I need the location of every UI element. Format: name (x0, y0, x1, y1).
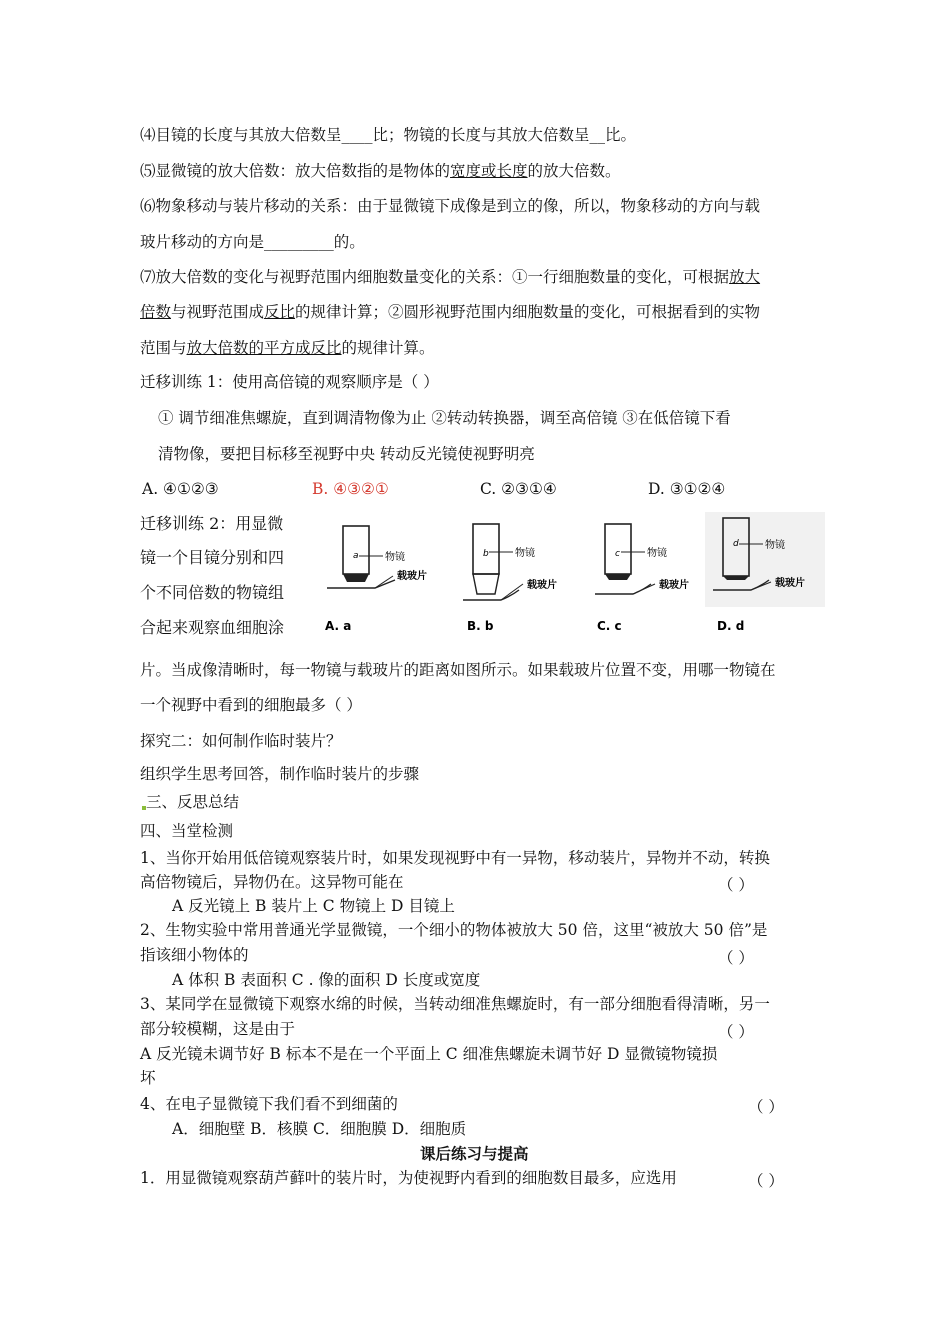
item-4 (140, 124, 636, 146)
objective-b (463, 524, 557, 633)
objective-label: 物镜 (765, 540, 785, 551)
caption-d: D. d (717, 619, 745, 633)
objective-a (325, 526, 427, 633)
q3-options-line1: A 反光镜未调节好 B 标本不是在一个平面上 C 细准焦螺旋未调节好 D 显微镜物镜损 (140, 1045, 718, 1063)
choice-d: D. ③①②④ (648, 480, 726, 498)
underlined-term: 反比 (264, 303, 296, 321)
underlined-term: 放大 (729, 268, 761, 286)
item-7-line3 (140, 337, 435, 359)
item-number: ⑸ (140, 162, 156, 180)
section-class-test: 四、当堂检测 (140, 822, 234, 840)
after-class-q1: 1．用显微镜观察葫芦藓叶的装片时，为使视野内看到的细胞数目最多，应选用 (140, 1169, 677, 1187)
text: 范围与 (140, 339, 187, 357)
lens-tip (473, 574, 499, 594)
item-5-text: 显微镜的放大倍数：放大倍数指的是物体的 (155, 162, 451, 180)
item-7-line1: 放大倍数的变化与视野范围内细胞数量变化的关系：①一行细胞数量的变化，可根据 (155, 268, 730, 286)
exercise2-text-line: 镜一个目镜分别和四 (140, 548, 285, 567)
item-5-text-end: 的放大倍数。 (527, 162, 621, 180)
objective-label: 物镜 (647, 548, 667, 559)
item-5 (140, 160, 621, 182)
exercise2-text-line: 合起来观察血细胞涂 (140, 618, 285, 637)
after-class-title: 课后练习与提高 (420, 1144, 529, 1163)
q3-options-line2: 坏 (140, 1069, 156, 1087)
exercise2-continuation: 片。当成像清晰时，每一物镜与载玻片的距离如图所示。如果载玻片位置不变，用哪一物镜在 (140, 661, 776, 679)
answer-paren: （ ） (718, 1023, 754, 1041)
q2-options: A 体积 B 表面积 C . 像的面积 D 长度或宽度 (172, 971, 481, 989)
q1-options: A 反光镜上 B 装片上 C 物镜上 D 目镜上 (172, 897, 455, 915)
lens-letter: a (353, 551, 359, 561)
item-6-line2: 玻片移动的方向是_________的。 (140, 233, 365, 251)
answer-paren: （ ） (748, 1172, 784, 1190)
exercise2-text-line: 迁移训练 2：用显微 (140, 514, 284, 533)
q3-line1: 3、某同学在显微镜下观察水绵的时候，当转动细准焦螺旋时，有一部分细胞看得清晰，另一 (140, 995, 770, 1013)
exercise1-options-line2: 清物像，要把目标移至视野中央 转动反光镜使视野明亮 (158, 445, 535, 463)
text: 的规律计算。 (341, 339, 435, 357)
slide-line (463, 590, 519, 600)
q1-line2: 高倍物镜后，异物仍在。这异物可能在 (140, 873, 404, 891)
slide-line (595, 584, 651, 594)
q1-line1: 1、当你开始用低倍镜观察装片时，如果发现视野中有一异物，移动装片，异物并不动，转换 (140, 849, 770, 867)
caption-c: C. c (597, 619, 622, 633)
underlined-term: 放大倍数的平方成反比 (186, 339, 342, 357)
item-number: ⑺ (140, 268, 156, 286)
item-4-text: 目镜的长度与其放大倍数呈____比；物镜的长度与其放大倍数呈__比。 (155, 126, 637, 144)
exercise1-options-line1: ① 调节细准焦螺旋，直到调清物像为止 ②转动转换器，调至高倍镜 ③在低倍镜下看 (158, 409, 731, 427)
item-number: ⑹ (140, 197, 156, 215)
slide-label: 载玻片 (397, 571, 427, 582)
q2-line2: 指该细小物体的 (140, 946, 249, 964)
underlined-term: 宽度或长度 (450, 162, 528, 180)
leader-line (633, 584, 655, 594)
section-reflection: 三、反思总结 (146, 793, 240, 811)
choice-b: B. ④③②① (312, 480, 389, 498)
item-6-line1: 物象移动与装片移动的关系：由于显微镜下成像是到立的像，所以，物象移动的方向与载 (155, 197, 761, 215)
exercise1-question: 迁移训练 1：使用高倍镜的观察顺序是（ ） (140, 373, 439, 391)
answer-paren: （ ） (718, 876, 754, 894)
lens-letter: d (733, 539, 739, 549)
leader-line (501, 584, 523, 600)
slide-label: 载玻片 (659, 580, 689, 591)
lens-letter: c (615, 549, 620, 559)
objective-c (595, 524, 689, 633)
objective-label: 物镜 (515, 548, 535, 559)
q4-line1: 4、在电子显微镜下我们看不到细菌的 (140, 1095, 398, 1113)
lens-body (343, 526, 369, 574)
lens-tip (723, 576, 749, 580)
explore2-title: 探究二：如何制作临时装片？ (140, 732, 342, 750)
lens-tip (605, 574, 631, 580)
objective-lens-diagram (315, 512, 825, 647)
q4-options: A．细胞壁 B．核膜 C．细胞膜 D．细胞质 (172, 1120, 467, 1138)
q3-line2: 部分较模糊，这是由于 (140, 1020, 296, 1038)
item-7-line2 (140, 301, 760, 323)
lens-letter: b (483, 549, 489, 559)
exercise2-text-line: 个不同倍数的物镜组 (140, 583, 285, 602)
caption-b: B. b (467, 619, 494, 633)
item-number: ⑷ (140, 126, 156, 144)
answer-paren: （ ） (718, 949, 754, 967)
choice-c: C. ②③①④ (480, 480, 557, 498)
exercise2-question-end: 一个视野中看到的细胞最多（ ） (140, 696, 362, 714)
text: 与视野范围成 (171, 303, 265, 321)
underlined-term: 倍数 (140, 303, 172, 321)
text: 的规律计算；②圆形视野范围内细胞数量的变化，可根据看到的实物 (295, 303, 761, 321)
explore2-text: 组织学生思考回答，制作临时装片的步骤 (140, 765, 420, 783)
answer-paren: （ ） (748, 1098, 784, 1116)
lens-tip (343, 574, 369, 582)
choice-a: A. ④①②③ (142, 480, 219, 498)
objective-lens-figure (315, 512, 825, 647)
q2-line1: 2、生物实验中常用普通光学显微镜，一个细小的物体被放大 50 倍，这里“被放大 50 倍”是 (140, 921, 768, 939)
objective-label: 物镜 (385, 552, 405, 563)
item-7 (140, 266, 760, 288)
caption-a: A. a (325, 619, 352, 633)
slide-label: 载玻片 (527, 580, 557, 591)
slide-label: 载玻片 (775, 578, 805, 589)
item-6 (140, 195, 760, 217)
